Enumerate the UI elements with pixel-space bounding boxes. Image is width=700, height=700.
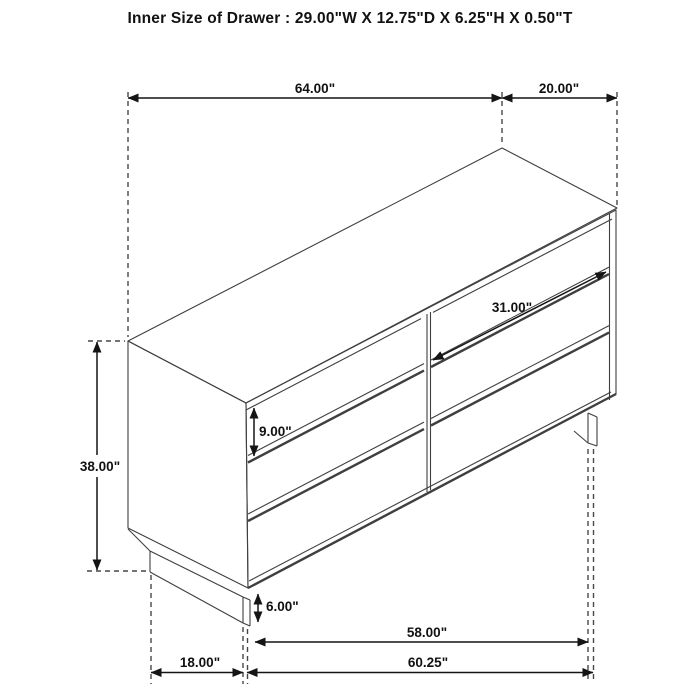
dimension-top-width bbox=[128, 81, 502, 98]
base-plinth bbox=[128, 529, 250, 626]
front-leg-top-edge bbox=[243, 597, 250, 600]
dresser-side-face bbox=[128, 341, 248, 588]
overall-height-label: 38.00" bbox=[79, 459, 121, 474]
drawer-center-divider bbox=[427, 312, 431, 492]
gap2-left-thick bbox=[248, 429, 424, 521]
rear-leg bbox=[574, 413, 597, 446]
rear-leg-top-edge bbox=[588, 413, 597, 417]
bottom-width-label: 60.25" bbox=[407, 655, 449, 670]
drawer-gaps-right-column bbox=[431, 267, 609, 425]
dresser-top-face bbox=[128, 148, 617, 403]
dresser-isometric-drawing bbox=[128, 148, 617, 626]
gap1-left-thick bbox=[248, 371, 424, 463]
dimension-base-inset bbox=[151, 655, 243, 673]
dimension-bottom-width bbox=[247, 655, 593, 673]
base-height-label: 6.00" bbox=[266, 599, 299, 614]
page-title: Inner Size of Drawer : 29.00"W X 12.75"D X 6.25"H X 0.50"T bbox=[127, 10, 573, 27]
dimension-base-height bbox=[258, 594, 299, 622]
plinth-corner-connector bbox=[128, 529, 150, 551]
dimension-base-width bbox=[255, 625, 588, 642]
base-inset-label: 18.00" bbox=[179, 655, 221, 670]
plinth-top-edge bbox=[150, 551, 243, 597]
top-lip-left bbox=[246, 319, 421, 410]
front-leg-bottom-edge bbox=[243, 623, 250, 626]
dimension-top-depth bbox=[502, 81, 617, 98]
drawer-height-label: 9.00" bbox=[259, 424, 292, 439]
top-lip-right bbox=[433, 219, 612, 312]
drawer-gaps-left-column bbox=[248, 364, 424, 521]
base-width-label: 58.00" bbox=[406, 625, 448, 640]
dimension-overall-height bbox=[77, 342, 124, 570]
top-depth-label: 20.00" bbox=[538, 81, 580, 96]
gap2-right-thin bbox=[431, 326, 609, 419]
top-width-label: 64.00" bbox=[294, 81, 336, 96]
gap1-right-thick bbox=[431, 274, 609, 367]
plinth-bottom-edge bbox=[150, 572, 243, 623]
drawer-width-label: 31.00" bbox=[491, 300, 533, 315]
extension-guide-lines bbox=[87, 92, 617, 684]
rear-leg-bottom-edge bbox=[588, 443, 597, 446]
rear-plinth-bottom-sliver bbox=[574, 431, 588, 443]
